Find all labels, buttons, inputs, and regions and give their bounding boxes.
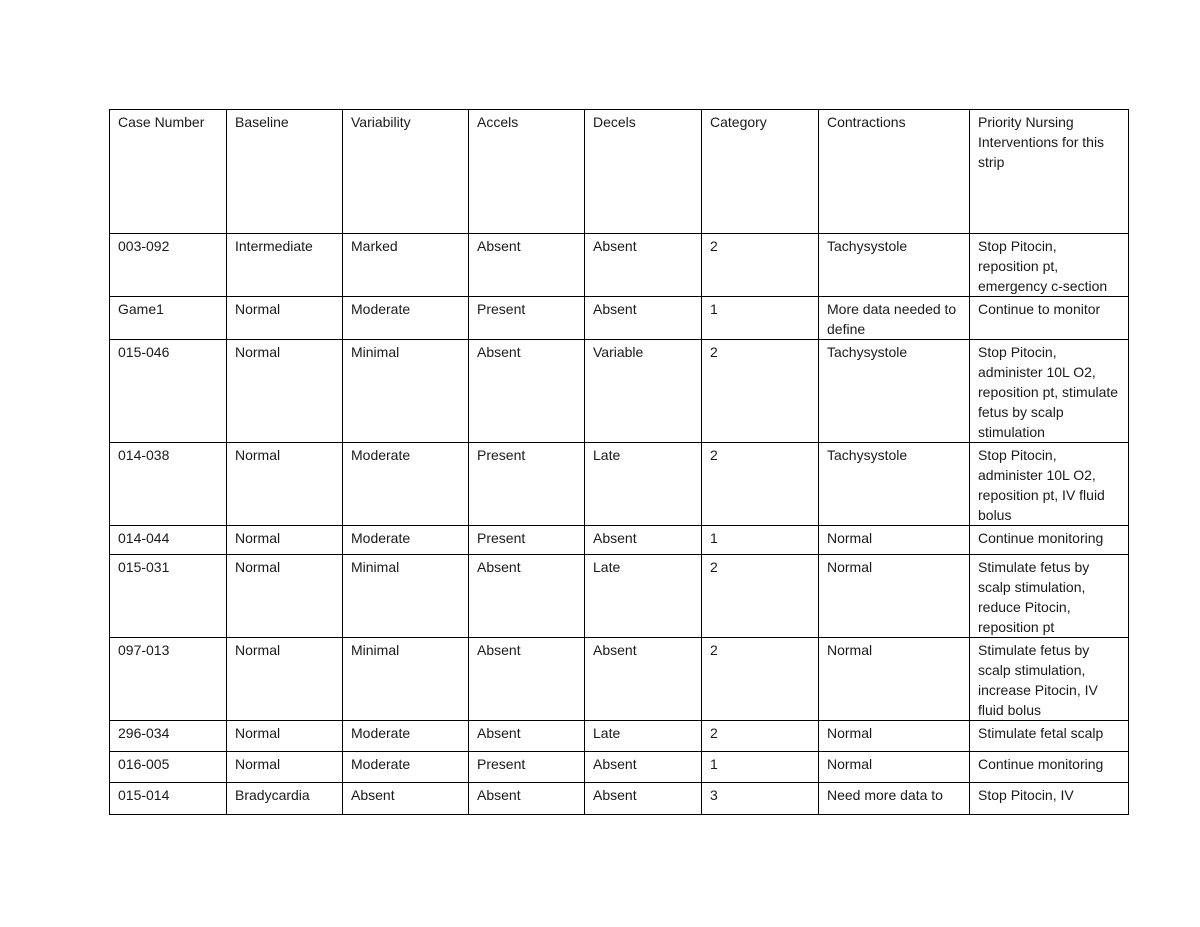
table-row: [110, 526, 1129, 555]
cell-baseline: Intermediate: [227, 234, 343, 297]
cell-decels: Absent: [585, 752, 702, 783]
cell-decels: Absent: [585, 638, 702, 721]
header-category: Category: [702, 110, 819, 234]
cell-variability: Moderate: [343, 443, 469, 526]
cell-variability: Marked: [343, 234, 469, 297]
cell-case: 016-005: [110, 752, 227, 783]
cell-category: 1: [702, 752, 819, 783]
cell-decels: Late: [585, 721, 702, 752]
header-accels: Accels: [469, 110, 585, 234]
cell-category: 1: [702, 297, 819, 340]
table-row: [110, 443, 1129, 526]
cell-contractions: Need more data to: [819, 783, 970, 815]
cell-case: Game1: [110, 297, 227, 340]
cell-contractions: Normal: [819, 752, 970, 783]
header-contractions: Contractions: [819, 110, 970, 234]
cell-variability: Moderate: [343, 721, 469, 752]
cell-baseline: Normal: [227, 340, 343, 443]
cell-baseline: Normal: [227, 752, 343, 783]
table-row: [110, 234, 1129, 297]
table-row: [110, 752, 1129, 783]
cell-accels: Present: [469, 297, 585, 340]
cell-decels: Variable: [585, 340, 702, 443]
cell-contractions: Normal: [819, 555, 970, 638]
cell-category: 2: [702, 234, 819, 297]
cell-decels: Absent: [585, 526, 702, 555]
fetal-strip-table: [109, 109, 1129, 815]
cell-accels: Present: [469, 752, 585, 783]
cell-variability: Moderate: [343, 752, 469, 783]
cell-baseline: Normal: [227, 721, 343, 752]
cell-accels: Absent: [469, 783, 585, 815]
cell-category: 2: [702, 638, 819, 721]
cell-category: 1: [702, 526, 819, 555]
cell-interventions: Stop Pitocin, administer 10L O2, reposition pt, stimulate fetus by scalp stimulation: [970, 340, 1129, 443]
cell-variability: Absent: [343, 783, 469, 815]
cell-case: 014-038: [110, 443, 227, 526]
cell-decels: Absent: [585, 783, 702, 815]
cell-interventions: Stimulate fetus by scalp stimulation, reduce Pitocin, reposition pt: [970, 555, 1129, 638]
cell-case: 097-013: [110, 638, 227, 721]
cell-interventions: Stop Pitocin, IV: [970, 783, 1129, 815]
cell-variability: Moderate: [343, 526, 469, 555]
cell-accels: Present: [469, 526, 585, 555]
cell-decels: Late: [585, 555, 702, 638]
cell-baseline: Bradycardia: [227, 783, 343, 815]
cell-contractions: More data needed to define: [819, 297, 970, 340]
cell-decels: Absent: [585, 234, 702, 297]
cell-contractions: Normal: [819, 638, 970, 721]
cell-variability: Minimal: [343, 638, 469, 721]
cell-interventions: Stimulate fetal scalp: [970, 721, 1129, 752]
cell-variability: Minimal: [343, 555, 469, 638]
cell-contractions: Tachysystole: [819, 443, 970, 526]
cell-baseline: Normal: [227, 297, 343, 340]
cell-case: 015-031: [110, 555, 227, 638]
cell-case: 015-014: [110, 783, 227, 815]
cell-baseline: Normal: [227, 443, 343, 526]
table-row: [110, 721, 1129, 752]
cell-baseline: Normal: [227, 555, 343, 638]
cell-accels: Present: [469, 443, 585, 526]
cell-interventions: Stop Pitocin, reposition pt, emergency c-section: [970, 234, 1129, 297]
cell-decels: Absent: [585, 297, 702, 340]
cell-case: 014-044: [110, 526, 227, 555]
header-baseline: Baseline: [227, 110, 343, 234]
table-row: [110, 297, 1129, 340]
cell-case: 003-092: [110, 234, 227, 297]
table-row: [110, 340, 1129, 443]
cell-interventions: Continue monitoring: [970, 526, 1129, 555]
cell-baseline: Normal: [227, 526, 343, 555]
cell-category: 2: [702, 443, 819, 526]
cell-decels: Late: [585, 443, 702, 526]
cell-accels: Absent: [469, 638, 585, 721]
header-variability: Variability: [343, 110, 469, 234]
cell-case: 015-046: [110, 340, 227, 443]
cell-interventions: Continue to monitor: [970, 297, 1129, 340]
cell-category: 2: [702, 555, 819, 638]
cell-baseline: Normal: [227, 638, 343, 721]
table-row: [110, 638, 1129, 721]
cell-contractions: Normal: [819, 526, 970, 555]
table-row: [110, 555, 1129, 638]
header-case-number: Case Number: [110, 110, 227, 234]
cell-interventions: Stop Pitocin, administer 10L O2, reposition pt, IV fluid bolus: [970, 443, 1129, 526]
cell-accels: Absent: [469, 340, 585, 443]
table-header-row: [110, 110, 1129, 234]
cell-variability: Minimal: [343, 340, 469, 443]
header-decels: Decels: [585, 110, 702, 234]
cell-interventions: Continue monitoring: [970, 752, 1129, 783]
cell-accels: Absent: [469, 234, 585, 297]
cell-accels: Absent: [469, 555, 585, 638]
cell-accels: Absent: [469, 721, 585, 752]
cell-category: 3: [702, 783, 819, 815]
cell-case: 296-034: [110, 721, 227, 752]
cell-contractions: Tachysystole: [819, 340, 970, 443]
table-row: [110, 783, 1129, 815]
cell-category: 2: [702, 721, 819, 752]
cell-contractions: Normal: [819, 721, 970, 752]
header-interventions: Priority Nursing Interventions for this strip: [970, 110, 1129, 234]
cell-variability: Moderate: [343, 297, 469, 340]
cell-category: 2: [702, 340, 819, 443]
cell-contractions: Tachysystole: [819, 234, 970, 297]
cell-interventions: Stimulate fetus by scalp stimulation, increase Pitocin, IV fluid bolus: [970, 638, 1129, 721]
